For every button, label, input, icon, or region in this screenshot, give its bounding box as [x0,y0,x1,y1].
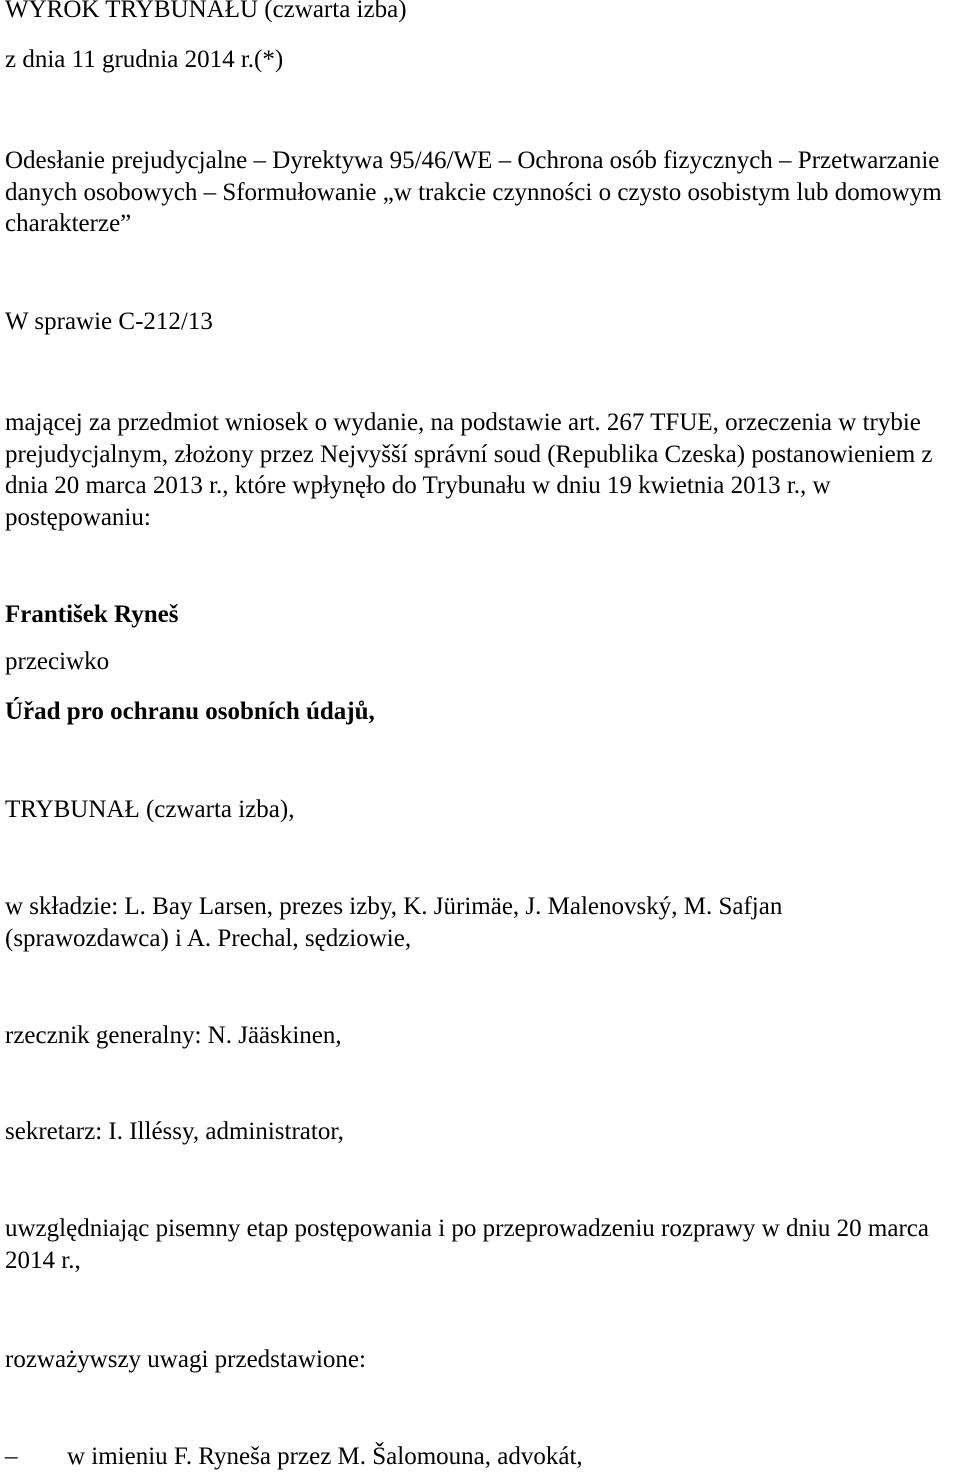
versus-label: przeciwko [5,648,110,675]
subject-line: prejudycjalnym, złożony przez Nejvyšší správní soud (Republika Czeska) postanowieniem z [5,441,933,468]
case-number: W sprawie C‑212/13 [5,308,213,335]
judgment-date: z dnia 11 grudnia 2014 r.(*) [5,46,284,73]
subject-line: dnia 20 marca 2013 r., które wpłynęło do Trybunału w dniu 19 kwietnia 2013 r., w [5,472,831,499]
keywords-line: danych osobowych – Sformułowanie „w trakcie czynności o czysto osobistym lub domowym [5,179,942,206]
registrar: sekretarz: I. Illéssy, administrator, [5,1118,344,1145]
subject-line: mającej za przedmiot wniosek o wydanie, na podstawie art. 267 TFUE, orzeczenia w trybie [5,409,921,436]
composition-line: w składzie: L. Bay Larsen, prezes izby, K. Jürimäe, J. Malenovský, M. Safjan [5,893,783,920]
procedure-line: uwzględniając pisemny etap postępowania i po przeprowadzeniu rozprawy w dniu 20 marca [5,1215,929,1242]
observation-text: w imieniu F. Ryneša przez M. Šalomouna, advokát, [67,1443,583,1470]
composition-line: (sprawozdawca) i A. Prechal, sędziowie, [5,925,412,952]
advocate-general: rzecznik generalny: N. Jääskinen, [5,1022,342,1049]
keywords-line: Odesłanie prejudycjalne – Dyrektywa 95/46/WE – Ochrona osób fizycznych – Przetwarzanie [5,147,940,174]
list-dash: – [5,1443,18,1470]
judgment-title: WYROK TRYBUNAŁU (czwarta izba) [5,0,407,23]
subject-line: postępowaniu: [5,504,151,531]
court-name: TRYBUNAŁ (czwarta izba), [5,796,295,823]
observations-intro: rozważywszy uwagi przedstawione: [5,1346,366,1373]
observation-item [0,1441,960,1473]
procedure-line: 2014 r., [5,1247,81,1274]
party-applicant: František Ryneš [5,601,179,628]
party-defendant: Úřad pro ochranu osobních údajů, [5,698,375,725]
keywords-line: charakterze” [5,210,132,237]
